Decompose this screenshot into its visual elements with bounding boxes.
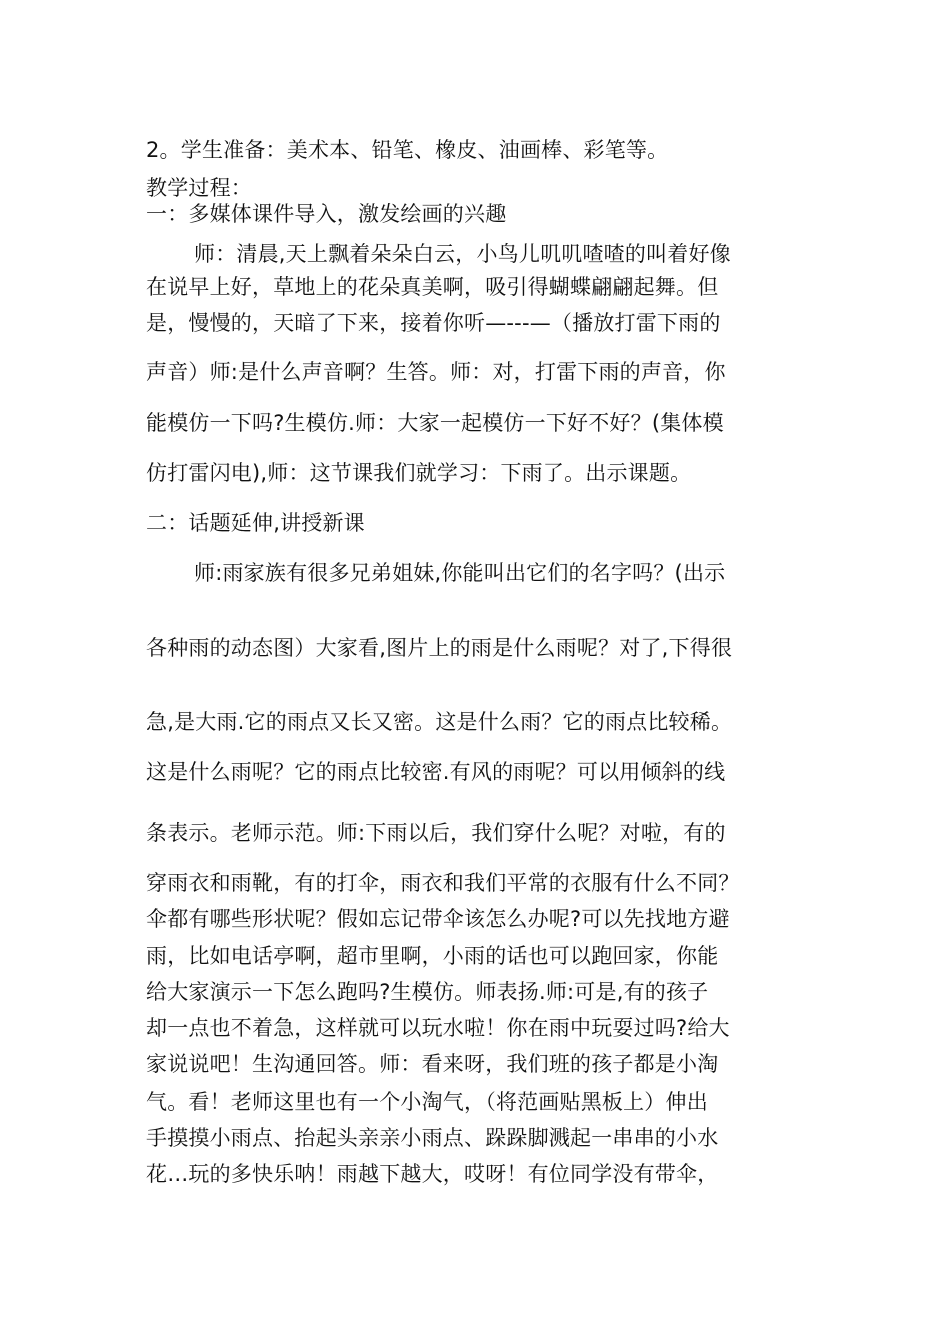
paragraph-line: 穿雨衣和雨靴，有的打伞，雨衣和我们平常的衣服有什么不同？ [146,871,740,895]
paragraph-line: 伞都有哪些形状呢？假如忘记带伞该怎么办呢?可以先找地方避 [146,907,730,931]
paragraph-line: 师:雨家族有很多兄弟姐妹,你能叫出它们的名字吗？(出示 [194,561,726,585]
paragraph-line: 声音）师:是什么声音啊？生答。师：对，打雷下雨的声音，你 [146,360,726,384]
section-one-heading: 一：多媒体课件导入，激发绘画的兴趣 [146,202,507,226]
paragraph-line: 急,是大雨.它的雨点又长又密。这是什么雨？它的雨点比较稀。 [146,710,733,734]
paragraph-line: 条表示。老师示范。师:下雨以后，我们穿什么呢？对啦，有的 [146,821,726,845]
student-preparation-line: 2。学生准备：美术本、铅笔、橡皮、油画棒、彩笔等。 [146,138,669,162]
paragraph-line: 仿打雷闪电),师：这节课我们就学习：下雨了。出示课题。 [146,461,692,485]
paragraph-line: 花…玩的多快乐呐！雨越下越大，哎呀！有位同学没有带伞， [146,1162,719,1186]
paragraph-line: 雨，比如电话亭啊，超市里啊，小雨的话也可以跑回家，你能 [146,944,719,968]
paragraph-line: 师：清晨,天上飘着朵朵白云，小鸟儿叽叽喳喳的叫着好像 [194,242,731,266]
paragraph-line: 家说说吧！生沟通回答。师：看来呀，我们班的孩子都是小淘 [146,1052,719,1076]
paragraph-line: 是，慢慢的，天暗了下来，接着你听—---—（播放打雷下雨的 [146,311,721,335]
teaching-process-heading: 教学过程： [146,176,252,200]
paragraph-line: 给大家演示一下怎么跑吗?生模仿。师表扬.师:可是,有的孩子 [146,980,709,1004]
paragraph-line: 却一点也不着急，这样就可以玩水啦！你在雨中玩耍过吗?给大 [146,1016,730,1040]
paragraph-line: 能模仿一下吗?生模仿.师：大家一起模仿一下好不好？(集体模 [146,411,724,435]
paragraph-line: 这是什么雨呢？它的雨点比较密.有风的雨呢？可以用倾斜的线 [146,760,726,784]
paragraph-line: 气。看！老师这里也有一个小淘气，（将范画贴黑板上）伸出 [146,1090,708,1114]
section-two-heading: 二：话题延伸,讲授新课 [146,511,365,535]
paragraph-line: 手摸摸小雨点、抬起头亲亲小雨点、跺跺脚溅起一串串的小水 [146,1126,719,1150]
paragraph-line: 在说早上好，草地上的花朵真美啊，吸引得蝴蝶翩翩起舞。但 [146,275,719,299]
paragraph-line: 各种雨的动态图）大家看,图片上的雨是什么雨呢？对了,下得很 [146,636,733,660]
